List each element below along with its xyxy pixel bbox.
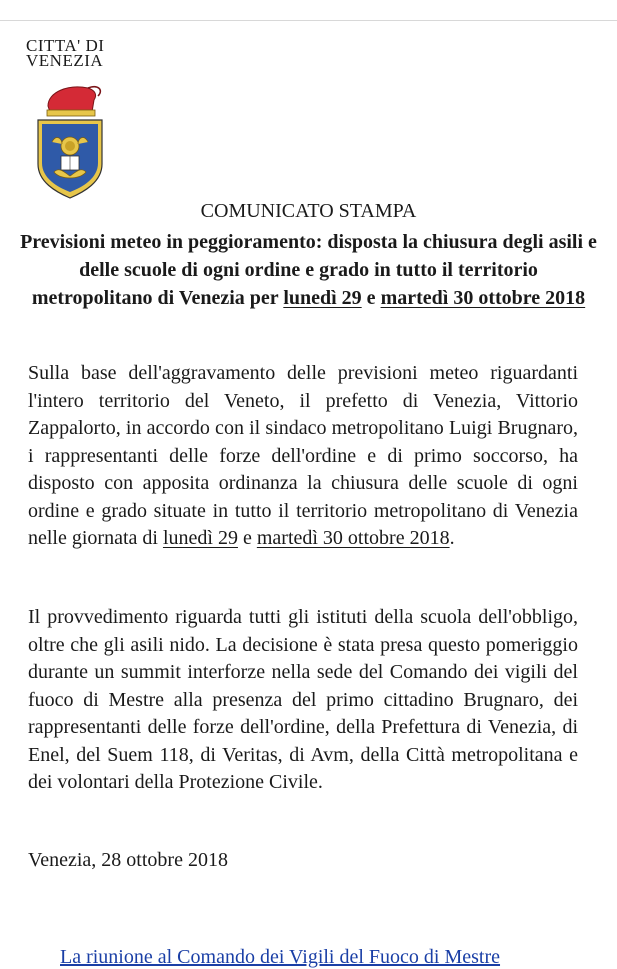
paragraph-1-end: . (449, 527, 455, 549)
headline-date-tuesday[interactable]: martedì 30 ottobre 2018 (380, 287, 586, 309)
paragraph-1-text: Sulla base dell'aggravamento delle previsioni meteo riguardanti l'intero territorio del Veneto, il prefetto di Venezia, Vittorio Zappalorto, in accordo con il sindaco metropolitano Luigi Brugnaro, i rappresentanti delle forze dell'ordine e di primo soccorso, ha disposto con apposita ordinanza la chiusura delle scuole di ogni ordine e grado situate in tutto il territorio metropolitano di Venezia nelle giornata di (28, 362, 578, 549)
venice-crest-icon (28, 80, 112, 200)
press-release-headline (20, 228, 597, 312)
logo-line-2: VENEZIA (26, 51, 104, 70)
related-article-link[interactable]: La riunione al Comando dei Vigili del Fuoco di Mestre (60, 946, 501, 968)
headline-conjunction: e (361, 287, 381, 309)
paragraph-1-conjunction: e (237, 527, 257, 549)
headline-text: Previsioni meteo in peggioramento: disposta la chiusura degli asili e delle scuole di ogni ordine e grado in tutto il territorio metropolitano di Venezia per (20, 231, 597, 309)
logo-text (26, 38, 116, 68)
paragraph-1-date-monday[interactable]: lunedì 29 (162, 527, 238, 549)
paragraph-1-date-tuesday[interactable]: martedì 30 ottobre 2018 (256, 527, 450, 549)
body-paragraph-1 (28, 360, 578, 553)
logo-line-1: CITTA' DI (26, 36, 105, 55)
press-release-heading: COMUNICATO STAMPA (200, 200, 417, 222)
city-logo (26, 38, 116, 68)
top-divider (0, 20, 617, 21)
body-paragraph-2: Il provvedimento riguarda tutti gli istituti della scuola dell'obbligo, oltre che gli asili nido. La decisione è stata presa questo pomeriggio durante un summit interforze nella sede del Comando dei vigili del fuoco di Mestre alla presenza del primo cittadino Brugnaro, dei rappresentanti delle forze dell'ordine, della Prefettura di Venezia, di Enel, del Suem 118, di Veritas, di Avm, della Città metropolitana e dei volontari della Protezione Civile. (28, 606, 578, 793)
dateline: Venezia, 28 ottobre 2018 (28, 849, 228, 871)
headline-date-monday[interactable]: lunedì 29 (283, 287, 362, 309)
